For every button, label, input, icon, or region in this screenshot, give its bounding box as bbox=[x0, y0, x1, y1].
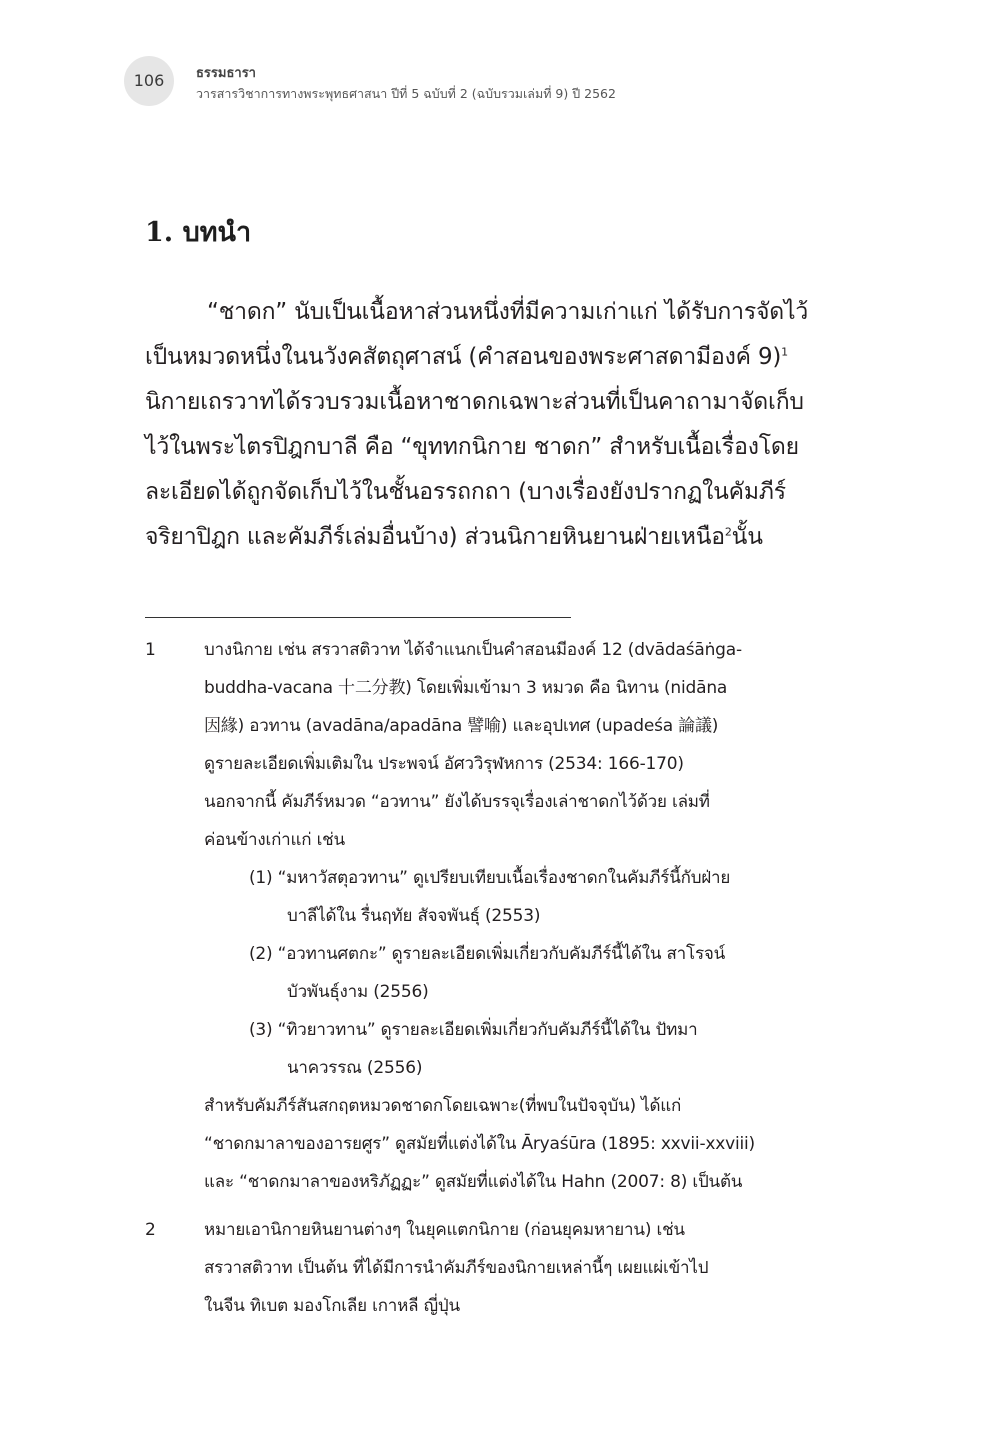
footnote-list-item-cont: นาควรรณ (2556) bbox=[287, 1058, 423, 1078]
footnote-line: ในจีน ทิเบต มองโกเลีย เกาหลี ญี่ปุ่น bbox=[204, 1296, 460, 1316]
footnote-line: และ “ชาดกมาลาของหริภัฏฏะ” ดูสมัยที่แต่งได้ใน Hahn (2007: 8) เป็นต้น bbox=[204, 1172, 743, 1192]
footnote-number: 1 bbox=[145, 640, 156, 660]
footnote-number: 2 bbox=[145, 1220, 156, 1240]
footnote-list-item-cont: บัวพันธุ์งาม (2556) bbox=[287, 982, 429, 1002]
footnote-body bbox=[204, 1211, 830, 1325]
section-title: 1. บทนำ bbox=[145, 217, 252, 248]
footnote-line: buddha-vacana 十二分教) โดยเพิ่มเข้ามา 3 หมวด คือ นิทาน (nidāna bbox=[204, 678, 728, 698]
body-line: ไว้ในพระไตรปิฎกบาลี คือ “ขุททกนิกาย ชาดก” สำหรับเนื้อเรื่องโดย bbox=[145, 434, 799, 460]
footnote-line: นอกจากนี้ คัมภีร์หมวด “อวทาน” ยังได้บรรจุเรื่องเล่าชาดกไว้ด้วย เล่มที่ bbox=[204, 792, 710, 812]
body-line bbox=[145, 515, 830, 560]
footnote-line: บางนิกาย เช่น สรวาสติวาท ได้จำแนกเป็นคำสอนมีองค์ 12 (dvādaśāṅga- bbox=[204, 640, 742, 660]
body-line: “ชาดก” นับเป็นเนื้อหาส่วนหนึ่งที่มีความเก่าแก่ ได้รับการจัดไว้ bbox=[207, 299, 809, 325]
page-number-badge: 106 bbox=[124, 56, 174, 106]
footnote-line: หมายเอานิกายหินยานต่างๆ ในยุคแตกนิกาย (ก่อนยุคมหายาน) เช่น bbox=[204, 1220, 685, 1240]
footnote-line: สำหรับคัมภีร์สันสกฤตหมวดชาดกโดยเฉพาะ(ที่พบในปัจจุบัน) ได้แก่ bbox=[204, 1096, 682, 1116]
footnote-ref-1[interactable]: 1 bbox=[781, 345, 788, 359]
body-line: ละเอียดได้ถูกจัดเก็บไว้ในชั้นอรรถกถา (บางเรื่องยังปรากฏในคัมภีร์ bbox=[145, 479, 786, 505]
body-line bbox=[145, 335, 830, 380]
footnote-1 bbox=[145, 631, 830, 1201]
body-line-text: เป็นหมวดหนึ่งในนวังคสัตถุศาสน์ (คำสอนของพระศาสดามีองค์ 9) bbox=[145, 344, 782, 370]
footnote-list-item: (3) “ทิวยาวทาน” ดูรายละเอียดเพิ่มเกี่ยวกับคัมภีร์นี้ได้ใน ปัทมา bbox=[249, 1020, 698, 1040]
footnote-2 bbox=[145, 1211, 830, 1325]
body-line-tail: นั้น bbox=[731, 524, 763, 550]
footnote-rule bbox=[145, 617, 571, 618]
body-line: นิกายเถรวาทได้รวบรวมเนื้อหาชาดกเฉพาะส่วนที่เป็นคาถามาจัดเก็บ bbox=[145, 389, 804, 415]
body-line-text: จริยาปิฎก และคัมภีร์เล่มอื่นบ้าง) ส่วนนิกายหินยานฝ่ายเหนือ bbox=[145, 524, 725, 550]
journal-subtitle: วารสารวิชาการทางพระพุทธศาสนา ปีที่ 5 ฉบับที่ 2 (ฉบับรวมเล่มที่ 9) ปี 2562 bbox=[196, 86, 616, 101]
footnote-ref-2[interactable]: 2 bbox=[724, 525, 732, 539]
footnote-list-item: (1) “มหาวัสตุอวทาน” ดูเปรียบเทียบเนื้อเรื่องชาดกในคัมภีร์นี้กับฝ่าย bbox=[249, 868, 731, 888]
footnote-line: สรวาสติวาท เป็นต้น ที่ได้มีการนำคัมภีร์ของนิกายเหล่านี้ๆ เผยแผ่เข้าไป bbox=[204, 1258, 709, 1278]
footnote-list-item: (2) “อวทานศตกะ” ดูรายละเอียดเพิ่มเกี่ยวกับคัมภีร์นี้ได้ใน สาโรจน์ bbox=[249, 944, 726, 964]
journal-name: ธรรมธารา bbox=[196, 66, 256, 81]
footnote-line: 因緣) อวทาน (avadāna/apadāna 譬喻) และอุปเทศ (upadeśa 論議) bbox=[204, 716, 719, 736]
footnote-line: ค่อนข้างเก่าแก่ เช่น bbox=[204, 830, 345, 850]
footnote-line: ดูรายละเอียดเพิ่มเติมใน ประพจน์ อัศววิรุฬหการ (2534: 166-170) bbox=[204, 754, 684, 774]
body-paragraph bbox=[145, 290, 830, 560]
footnote-list-item-cont: บาลีได้ใน รื่นฤทัย สัจจพันธุ์ (2553) bbox=[287, 906, 541, 926]
footnote-line: “ชาดกมาลาของอารยศูร” ดูสมัยที่แต่งได้ใน Āryaśūra (1895: xxvii-xxviii) bbox=[204, 1134, 755, 1154]
footnote-body bbox=[204, 631, 830, 1201]
